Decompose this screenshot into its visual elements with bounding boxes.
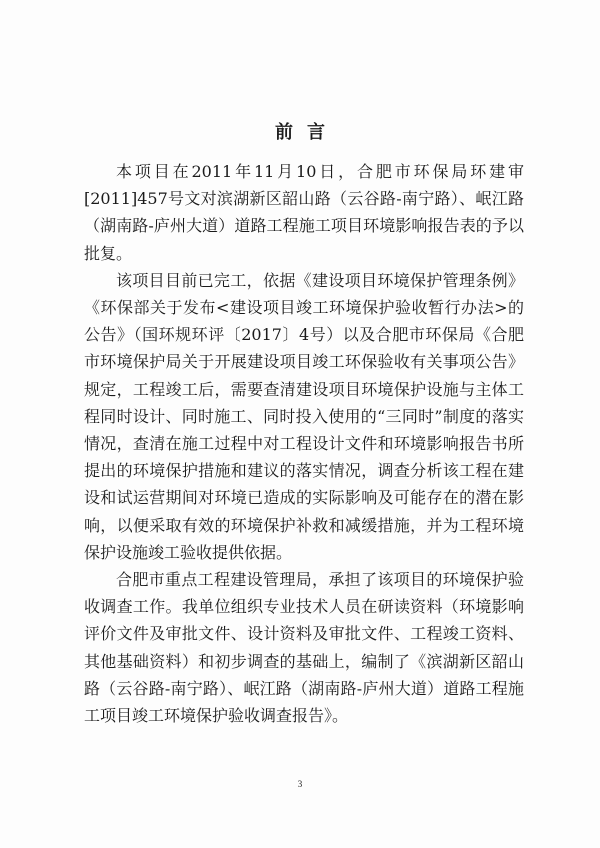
paragraph-basis: 该项目目前已完工，依据《建设项目环境保护管理条例》《环保部关于发布<建设项目竣工环境保护验收暂行办法>的公告》（国环规环评〔2017〕4号）以及合肥市环保局《合肥市环境保护局关于开展建设项目竣工环保验收有关事项公告》规定，工程竣工后，需要查清建设项目环境保护设施与主体工程同时设计、同时施工、同时投入使用的“三同时”制度的落实情况，查清在施工过程中对工程设计文件和环境影响报告书所提出的环境保护措施和建议的落实情况，调查分析该工程在建设和试运营期间对环境已造成的实际影响及可能存在的潜在影响，以便采取有效的环境保护补救和减缓措施，并为工程环境保护设施竣工验收提供依据。 (84, 270, 524, 562)
paragraph-undertaking: 合肥市重点工程建设管理局，承担了该项目的环境保护验收调查工作。我单位组织专业技术人员在研读资料（环境影响评价文件及审批文件、设计资料及审批文件、工程竣工资料、其他基础资料）和初步调查的基础上，编制了《滨湖新区韶山路（云谷路-南宁路）、岷江路（湖南路-庐州大道）道路工程施工项目竣工环境保护验收调查报告》。 (84, 570, 524, 726)
page-number: 3 (297, 779, 303, 789)
body-text (84, 158, 524, 729)
paragraph-approval: 本项目在2011年11月10日，合肥市环保局环建审[2011]457号文对滨湖新区韶山路（云谷路-南宁路）、岷江路（湖南路-庐州大道）道路工程施工项目环境影响报告表的予以批复。 (84, 162, 524, 263)
page-title: 前言 (275, 122, 339, 143)
